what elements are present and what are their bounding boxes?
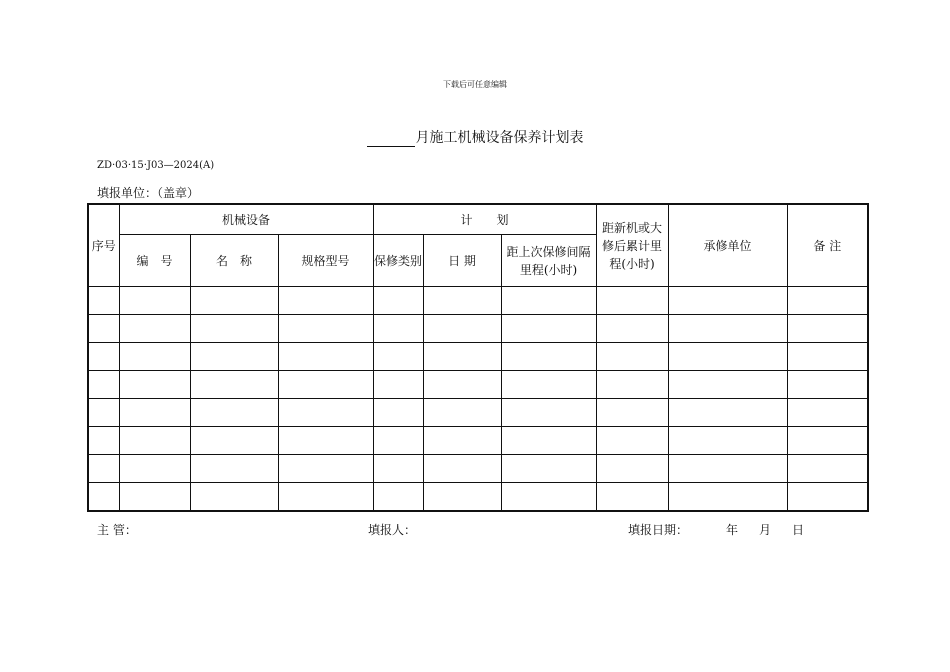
header-spec: 规格型号 xyxy=(278,235,373,287)
table-cell[interactable] xyxy=(119,315,190,343)
table-cell[interactable] xyxy=(501,315,596,343)
table-cell[interactable] xyxy=(119,427,190,455)
table-cell[interactable] xyxy=(787,455,868,483)
header-distance-since: 距新机或大修后累计里程(小时) xyxy=(596,204,668,287)
table-cell[interactable] xyxy=(278,399,373,427)
header-name: 名 称 xyxy=(190,235,278,287)
table-cell[interactable] xyxy=(423,343,501,371)
table-cell[interactable] xyxy=(88,343,119,371)
table-cell[interactable] xyxy=(373,399,423,427)
table-cell[interactable] xyxy=(88,371,119,399)
month-blank[interactable] xyxy=(367,132,415,147)
supervisor-label: 主 管： xyxy=(97,523,137,537)
table-cell[interactable] xyxy=(501,287,596,315)
table-cell[interactable] xyxy=(596,455,668,483)
table-cell[interactable] xyxy=(190,427,278,455)
table-cell[interactable] xyxy=(373,287,423,315)
table-cell[interactable] xyxy=(787,483,868,512)
table-cell[interactable] xyxy=(501,399,596,427)
table-cell[interactable] xyxy=(119,343,190,371)
table-cell[interactable] xyxy=(373,343,423,371)
table-cell[interactable] xyxy=(668,371,787,399)
reporting-unit-label: 填报单位：（盖章） xyxy=(97,186,200,200)
table-cell[interactable] xyxy=(119,287,190,315)
table-cell[interactable] xyxy=(501,371,596,399)
header-remark: 备 注 xyxy=(787,204,868,287)
table-cell[interactable] xyxy=(423,287,501,315)
header-date: 日 期 xyxy=(423,235,501,287)
table-cell[interactable] xyxy=(373,371,423,399)
maintenance-plan-table xyxy=(87,203,869,512)
table-cell[interactable] xyxy=(373,315,423,343)
download-note: 下载后可任意编辑 xyxy=(443,80,507,89)
table-cell[interactable] xyxy=(596,483,668,512)
table-cell[interactable] xyxy=(596,427,668,455)
table-cell[interactable] xyxy=(668,287,787,315)
table-cell[interactable] xyxy=(668,455,787,483)
table-row xyxy=(88,343,868,371)
day-label: 日 xyxy=(792,523,805,537)
table-cell[interactable] xyxy=(190,343,278,371)
header-number: 编 号 xyxy=(119,235,190,287)
table-row xyxy=(88,315,868,343)
table-cell[interactable] xyxy=(596,399,668,427)
table-cell[interactable] xyxy=(278,371,373,399)
form-title-text: 月施工机械设备保养计划表 xyxy=(415,130,584,146)
year-label: 年 xyxy=(726,523,739,537)
table-cell[interactable] xyxy=(668,315,787,343)
table-cell[interactable] xyxy=(423,427,501,455)
reporter-label: 填报人： xyxy=(368,523,417,537)
table-cell[interactable] xyxy=(88,483,119,512)
table-cell[interactable] xyxy=(501,343,596,371)
table-cell[interactable] xyxy=(423,399,501,427)
table-cell[interactable] xyxy=(278,315,373,343)
table-cell[interactable] xyxy=(88,427,119,455)
table-row xyxy=(88,399,868,427)
header-repair-unit: 承修单位 xyxy=(668,204,787,287)
table-cell[interactable] xyxy=(190,315,278,343)
table-cell[interactable] xyxy=(190,399,278,427)
table-cell[interactable] xyxy=(787,287,868,315)
table-cell[interactable] xyxy=(501,483,596,512)
table-cell[interactable] xyxy=(787,343,868,371)
table-cell[interactable] xyxy=(190,287,278,315)
table-cell[interactable] xyxy=(88,287,119,315)
table-cell[interactable] xyxy=(119,455,190,483)
month-label: 月 xyxy=(759,523,772,537)
table-cell[interactable] xyxy=(668,427,787,455)
table-cell[interactable] xyxy=(373,455,423,483)
table-cell[interactable] xyxy=(501,427,596,455)
table-row xyxy=(88,371,868,399)
table-cell[interactable] xyxy=(668,483,787,512)
form-code: ZD·03·15·J03—2024(A) xyxy=(97,160,215,171)
table-cell[interactable] xyxy=(787,427,868,455)
header-maint-type: 保修类别 xyxy=(373,235,423,287)
table-cell[interactable] xyxy=(501,455,596,483)
table-cell[interactable] xyxy=(119,399,190,427)
table-cell[interactable] xyxy=(278,287,373,315)
table-cell[interactable] xyxy=(787,399,868,427)
table-cell[interactable] xyxy=(278,343,373,371)
table-cell[interactable] xyxy=(596,315,668,343)
header-interval: 距上次保修间隔里程(小时) xyxy=(501,235,596,287)
table-cell[interactable] xyxy=(423,483,501,512)
table-row xyxy=(88,287,868,315)
table-cell[interactable] xyxy=(373,427,423,455)
table-cell[interactable] xyxy=(373,483,423,512)
table-row xyxy=(88,455,868,483)
table-cell[interactable] xyxy=(278,483,373,512)
table-cell[interactable] xyxy=(190,455,278,483)
table-cell[interactable] xyxy=(596,287,668,315)
table-cell[interactable] xyxy=(119,483,190,512)
table-cell[interactable] xyxy=(787,371,868,399)
header-plan-group: 计 划 xyxy=(373,204,596,235)
table-cell[interactable] xyxy=(278,455,373,483)
table-cell[interactable] xyxy=(668,343,787,371)
table-cell[interactable] xyxy=(423,315,501,343)
table-cell[interactable] xyxy=(596,343,668,371)
report-date-label: 填报日期： xyxy=(628,523,689,537)
table-cell[interactable] xyxy=(596,371,668,399)
table-row xyxy=(88,483,868,512)
table-cell[interactable] xyxy=(423,371,501,399)
table-cell[interactable] xyxy=(787,315,868,343)
header-machine-group: 机械设备 xyxy=(119,204,373,235)
table-cell[interactable] xyxy=(190,371,278,399)
table-cell[interactable] xyxy=(668,399,787,427)
table-cell[interactable] xyxy=(88,399,119,427)
table-cell[interactable] xyxy=(88,455,119,483)
table-cell[interactable] xyxy=(88,315,119,343)
header-seq: 序号 xyxy=(88,204,119,287)
table-cell[interactable] xyxy=(119,371,190,399)
table-row xyxy=(88,427,868,455)
table-cell[interactable] xyxy=(278,427,373,455)
table-cell[interactable] xyxy=(423,455,501,483)
table-cell[interactable] xyxy=(190,483,278,512)
form-title xyxy=(0,127,950,147)
